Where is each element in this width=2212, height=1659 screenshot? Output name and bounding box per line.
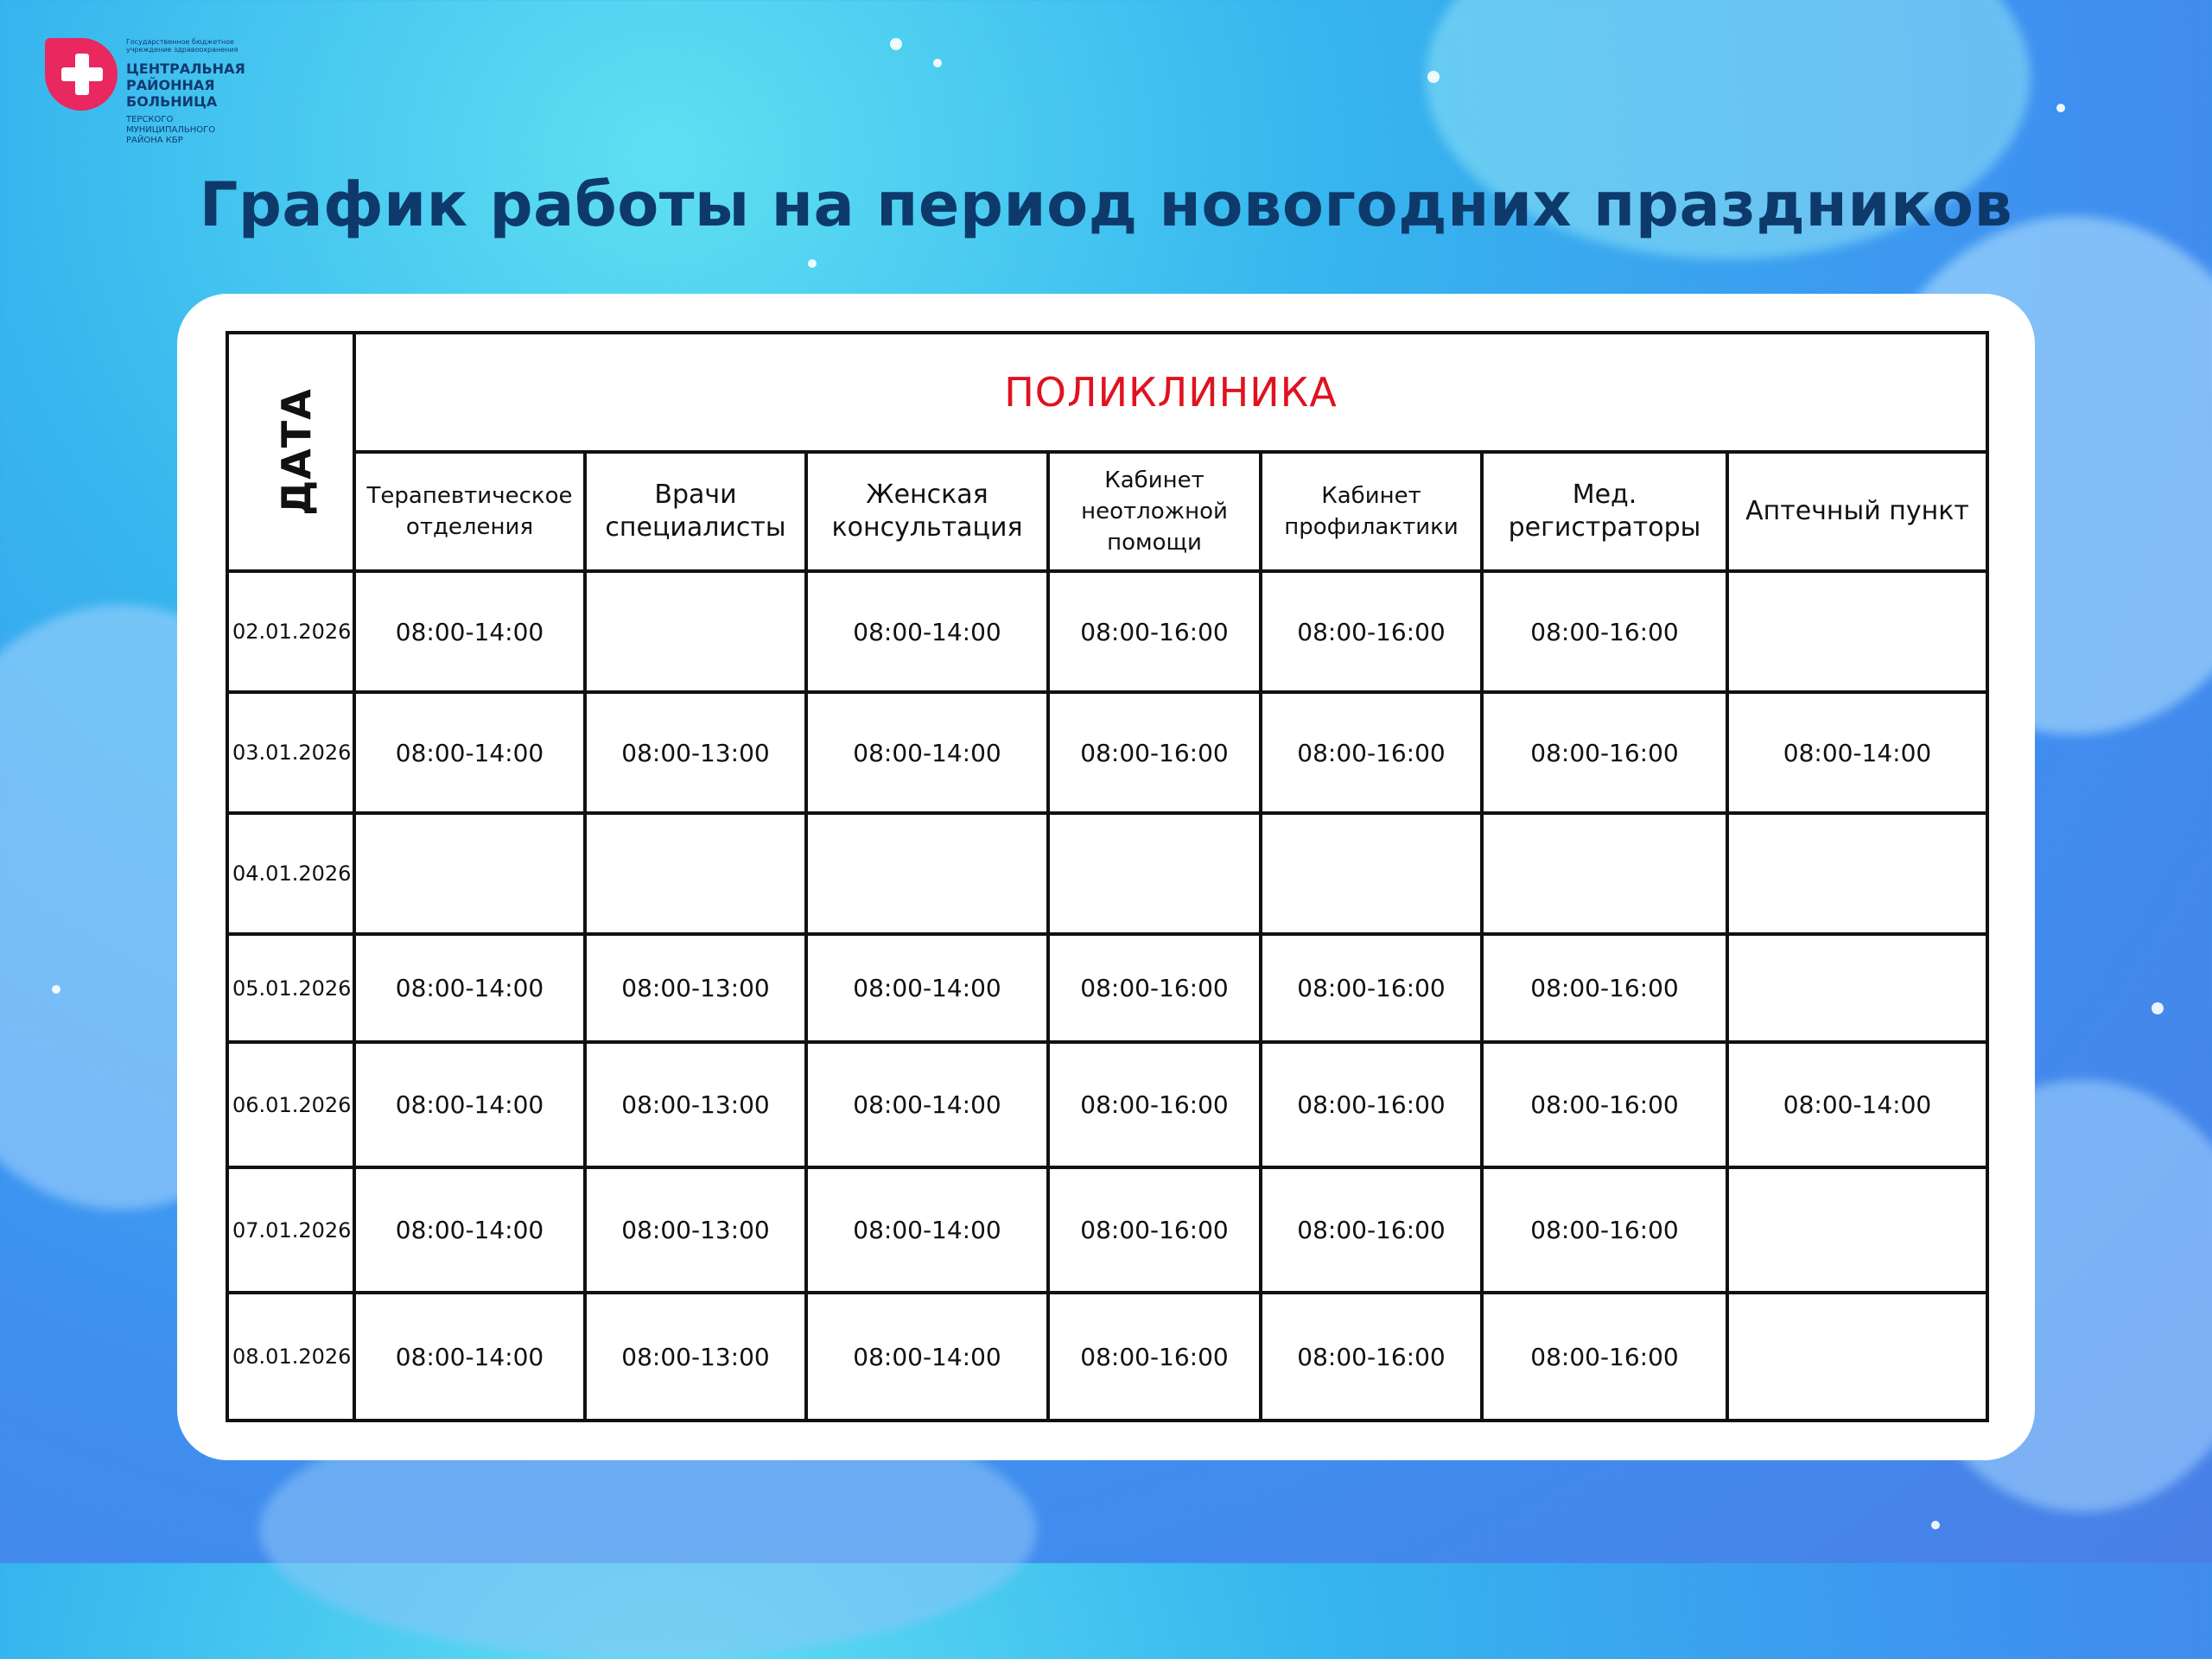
schedule-cell: 08:00-13:00 <box>585 1293 806 1421</box>
schedule-cell: 08:00-14:00 <box>806 934 1048 1042</box>
date-cell: 08.01.2026 <box>227 1293 354 1421</box>
date-cell: 03.01.2026 <box>227 692 354 813</box>
schedule-cell <box>1261 813 1482 934</box>
polyclinic-header: ПОЛИКЛИНИКА <box>354 333 1987 452</box>
schedule-cell: 08:00-14:00 <box>1727 1042 1987 1167</box>
snowflake <box>2056 104 2065 112</box>
date-cell: 06.01.2026 <box>227 1042 354 1167</box>
column-header: Кабинет неотложной помощи <box>1048 452 1261 571</box>
date-cell: 05.01.2026 <box>227 934 354 1042</box>
schedule-cell: 08:00-16:00 <box>1482 1293 1727 1421</box>
schedule-cell: 08:00-14:00 <box>354 692 585 813</box>
schedule-cell: 08:00-16:00 <box>1048 692 1261 813</box>
table-row <box>227 1293 1987 1421</box>
schedule-cell <box>806 813 1048 934</box>
date-header-label: ДАТА <box>272 388 320 516</box>
schedule-cell: 08:00-16:00 <box>1048 1167 1261 1293</box>
schedule-cell: 08:00-13:00 <box>585 1167 806 1293</box>
table-row <box>227 813 1987 934</box>
logo-name-line: РАЙОННАЯ <box>126 77 215 93</box>
schedule-cell: 08:00-16:00 <box>1482 934 1727 1042</box>
schedule-cell: 08:00-16:00 <box>1482 692 1727 813</box>
schedule-cell: 08:00-16:00 <box>1482 1167 1727 1293</box>
schedule-cell: 08:00-14:00 <box>806 692 1048 813</box>
logo-region-line: РАЙОНА КБР <box>126 136 183 145</box>
snowflake <box>1427 71 1440 83</box>
schedule-cell: 08:00-16:00 <box>1261 1293 1482 1421</box>
schedule-cell <box>354 813 585 934</box>
schedule-cell <box>1727 1167 1987 1293</box>
date-cell: 02.01.2026 <box>227 571 354 692</box>
snowflake <box>808 259 817 268</box>
logo-region-line: МУНИЦИПАЛЬНОГО <box>126 125 216 135</box>
logo-region-line: ТЕРСКОГО <box>126 115 174 124</box>
schedule-cell: 08:00-16:00 <box>1261 1042 1482 1167</box>
snowflake <box>1931 1521 1940 1529</box>
schedule-cell: 08:00-14:00 <box>806 571 1048 692</box>
logo-org-type: Государственное бюджетное учреждение здравоохранения <box>126 38 238 54</box>
logo-name-line: БОЛЬНИЦА <box>126 93 218 110</box>
table-row <box>227 934 1987 1042</box>
snowflake <box>933 59 942 67</box>
medical-cross-icon <box>45 38 118 111</box>
schedule-cell <box>1727 813 1987 934</box>
logo-text <box>126 38 247 146</box>
schedule-cell: 08:00-14:00 <box>354 1167 585 1293</box>
date-cell: 07.01.2026 <box>227 1167 354 1293</box>
schedule-cell: 08:00-16:00 <box>1261 934 1482 1042</box>
schedule-cell: 08:00-13:00 <box>585 934 806 1042</box>
schedule-cell: 08:00-14:00 <box>806 1042 1048 1167</box>
schedule-cell <box>585 813 806 934</box>
column-header: Мед. регистраторы <box>1482 452 1727 571</box>
schedule-cell: 08:00-16:00 <box>1482 1042 1727 1167</box>
page-title: График работы на период новогодних праздников <box>199 169 2013 240</box>
schedule-cell: 08:00-16:00 <box>1261 692 1482 813</box>
table-row <box>227 1167 1987 1293</box>
schedule-cell: 08:00-14:00 <box>354 571 585 692</box>
schedule-cell: 08:00-14:00 <box>354 934 585 1042</box>
schedule-body <box>227 571 1987 1421</box>
schedule-cell: 08:00-14:00 <box>806 1167 1048 1293</box>
hospital-logo <box>45 38 247 146</box>
schedule-cell: 08:00-16:00 <box>1482 571 1727 692</box>
schedule-cell <box>585 571 806 692</box>
schedule-cell: 08:00-14:00 <box>354 1042 585 1167</box>
date-cell: 04.01.2026 <box>227 813 354 934</box>
schedule-cell: 08:00-14:00 <box>354 1293 585 1421</box>
column-header: Кабинет профилактики <box>1261 452 1482 571</box>
schedule-cell: 08:00-16:00 <box>1261 571 1482 692</box>
column-header: Врачи специалисты <box>585 452 806 571</box>
snowflake <box>52 985 60 994</box>
schedule-cell: 08:00-16:00 <box>1048 571 1261 692</box>
schedule-cell <box>1727 571 1987 692</box>
column-header: Терапевтическое отделения <box>354 452 585 571</box>
schedule-cell: 08:00-16:00 <box>1261 1167 1482 1293</box>
schedule-cell: 08:00-13:00 <box>585 692 806 813</box>
logo-name-line: ЦЕНТРАЛЬНАЯ <box>126 60 245 77</box>
schedule-cell: 08:00-14:00 <box>1727 692 1987 813</box>
column-header: Аптечный пункт <box>1727 452 1987 571</box>
table-row <box>227 692 1987 813</box>
table-header-row <box>227 333 1987 452</box>
snowflake <box>2152 1002 2164 1014</box>
logo-name <box>126 60 247 110</box>
table-row <box>227 571 1987 692</box>
schedule-cell: 08:00-14:00 <box>806 1293 1048 1421</box>
logo-region <box>126 115 247 146</box>
schedule-cell: 08:00-16:00 <box>1048 1042 1261 1167</box>
schedule-cell <box>1727 1293 1987 1421</box>
schedule-cell <box>1048 813 1261 934</box>
date-column-header <box>227 333 354 571</box>
column-header: Женская консультация <box>806 452 1048 571</box>
schedule-table <box>226 331 1989 1422</box>
table-subheader-row <box>227 452 1987 571</box>
table-row <box>227 1042 1987 1167</box>
schedule-cell: 08:00-16:00 <box>1048 934 1261 1042</box>
snowflake <box>890 38 902 50</box>
schedule-cell: 08:00-16:00 <box>1048 1293 1261 1421</box>
schedule-cell <box>1482 813 1727 934</box>
schedule-cell <box>1727 934 1987 1042</box>
schedule-cell: 08:00-13:00 <box>585 1042 806 1167</box>
